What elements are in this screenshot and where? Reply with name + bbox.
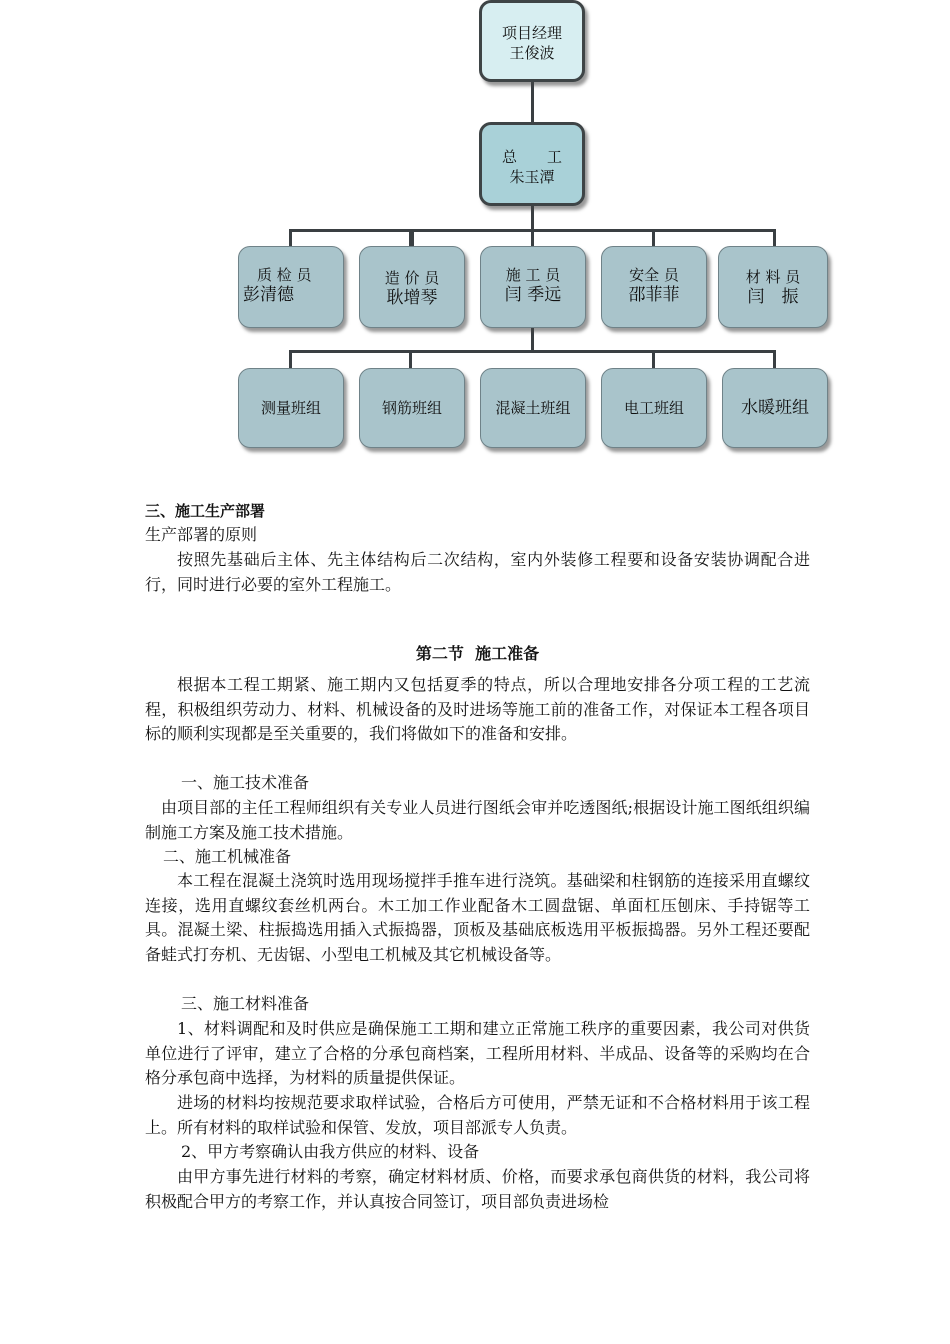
manager-name: 王俊波 [509, 44, 555, 62]
chief-title: 总 工 [501, 148, 562, 166]
section3-subheading: 生产部署的原则 [145, 525, 258, 544]
tech-heading: 一、施工技术准备 [181, 773, 310, 792]
section3-heading: 三、施工生产部署 [145, 502, 266, 520]
manager-title: 项目经理 [501, 24, 562, 42]
staff-name: 闫 振 [747, 287, 799, 307]
drop-team-1 [289, 350, 292, 368]
team-box-concrete: 混凝土班组 [480, 368, 586, 448]
staff-box-cost [359, 246, 465, 328]
drop-staff-2 [409, 229, 414, 246]
material-paragraph-2: 进场的材料均按规范要求取样试验，合格后方可使用，严禁无证和不合格材料用于该工程上。所有材料的取样试验和保管、发放，项目部派专人负责。 [145, 1093, 810, 1137]
staff-name: 耿增琴 [386, 288, 438, 308]
material-paragraph-1: 1、材料调配和及时供应是确保施工工期和建立正常施工秩序的重要因素，我公司对供货单位进行了评审，建立了合格的分承包商档案，工程所用材料、半成品、设备等的采购均在合格分承包商中选择，为材料的质量提供保证。 [145, 1019, 810, 1087]
drop-staff-5 [773, 229, 776, 246]
organization-chart [0, 0, 950, 470]
staff-title: 施 工 员 [505, 266, 561, 284]
staff-name: 邵菲菲 [628, 285, 680, 305]
staff-box-quality [238, 246, 344, 328]
machine-heading: 二、施工机械准备 [163, 847, 292, 866]
tech-text: 由项目部的主任工程师组织有关专业人员进行图纸会审并吃透图纸;根据设计施工图纸组织编制施工方案及施工技术措施。 [145, 798, 810, 842]
chief-engineer-box [479, 122, 585, 206]
project-manager-box [479, 0, 585, 82]
machine-text: 本工程在混凝土浇筑时选用现场搅拌手推车进行浇筑。基础梁和柱钢筋的连接采用直螺纹连接，选用直螺纹套丝机两台。木工加工作业配备木工圆盘锯、单面杠压刨床、手持锯等工具。混凝土梁、柱振捣选用插入式振捣器，顶板及基础底板选用平板振捣器。另外工程还要配备蛙式打夯机、无齿锯、小型电工机械及其它机械设备等。 [145, 871, 810, 964]
team-box-electrical: 电工班组 [601, 368, 707, 448]
connector-chief-staff [531, 205, 534, 230]
staff-box-construction [480, 246, 586, 328]
staff-title: 安全 员 [629, 266, 679, 284]
section2-title: 第二节 施工准备 [415, 644, 540, 663]
material-heading: 三、施工材料准备 [181, 994, 310, 1013]
section3-paragraph: 按照先基础后主体、先主体结构后二次结构，室内外装修工程要和设备安装协调配合进行，同时进行必要的室外工程施工。 [145, 550, 810, 594]
team-box-survey: 测量班组 [238, 368, 344, 448]
team-box-plumbing: 水暖班组 [722, 368, 828, 448]
chief-name: 朱玉潭 [509, 168, 555, 186]
drop-staff-4 [652, 229, 655, 246]
team-box-rebar: 钢筋班组 [359, 368, 465, 448]
material-subheading: 2、甲方考察确认由我方供应的材料、设备 [181, 1142, 480, 1161]
staff-title: 造 价 员 [384, 269, 440, 287]
staff-name: 闫 季远 [504, 285, 562, 305]
staff-box-safety [601, 246, 707, 328]
drop-team-2 [409, 350, 412, 368]
team-bus [289, 350, 776, 353]
staff-box-material [718, 246, 828, 328]
section2-intro: 根据本工程工期紧、施工期内又包括夏季的特点，所以合理地安排各分项工程的工艺流程，积极组织劳动力、材料、机械设备的及时进场等施工前的准备工作，对保证本工程各项目标的顺利实现都是至关重要的，我们将做如下的准备和安排。 [145, 675, 810, 743]
connector-manager-chief [531, 82, 534, 122]
drop-staff-1 [289, 229, 292, 246]
staff-title: 质 检 员 [257, 266, 312, 284]
drop-team-4 [652, 350, 655, 368]
staff-title: 材 料 员 [745, 268, 801, 286]
material-paragraph-3: 由甲方事先进行材料的考察，确定材料材质、价格，而要求承包商供货的材料，我公司将积极配合甲方的考察工作，并认真按合同签订，项目部负责进场检 [145, 1167, 810, 1211]
staff-name: 彭清德 [243, 285, 294, 305]
drop-team-5 [773, 350, 776, 368]
